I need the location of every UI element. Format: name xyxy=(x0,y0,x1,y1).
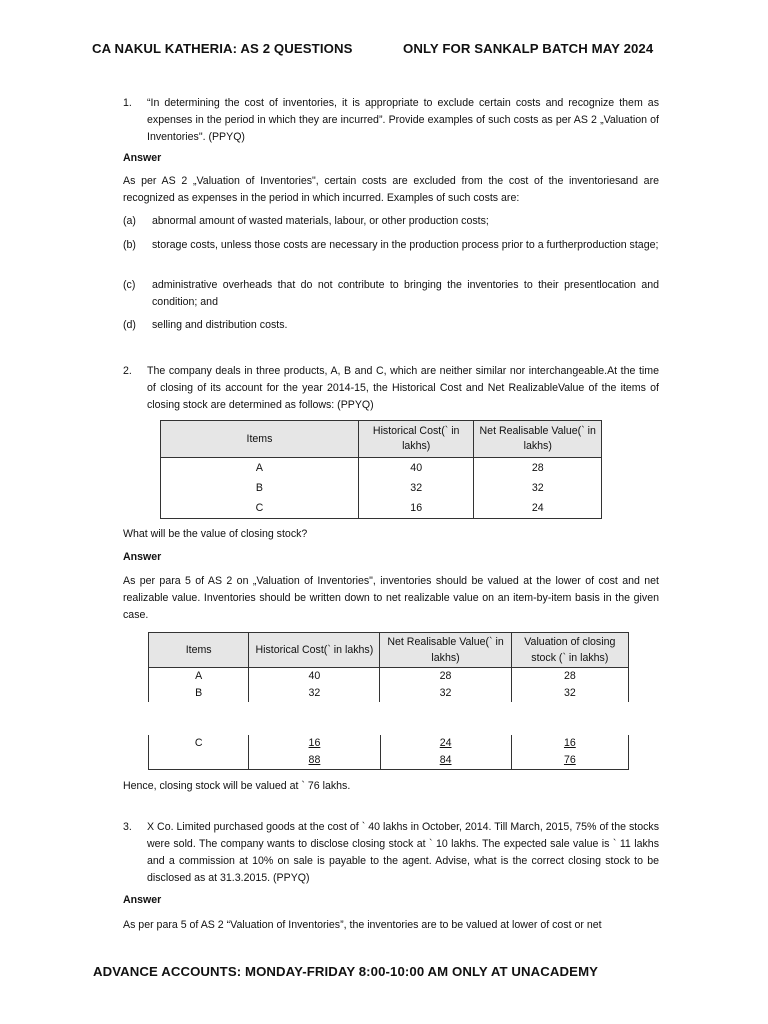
table-cell xyxy=(249,735,380,752)
table-cell: 16 xyxy=(358,498,474,519)
table-cell: B xyxy=(149,685,249,702)
table-header: Historical Cost(` in lakhs) xyxy=(358,421,474,458)
list-marker: (d) xyxy=(123,319,136,331)
table-cell: 28 xyxy=(474,458,602,479)
list-marker: (a) xyxy=(123,215,136,227)
table-cell: 32 xyxy=(474,478,602,498)
question-number: 3. xyxy=(123,821,132,833)
table-total-row xyxy=(149,752,629,770)
table-cell xyxy=(249,752,380,770)
table-cell: 40 xyxy=(249,668,380,686)
list-marker: (b) xyxy=(123,239,136,251)
table-cell: A xyxy=(149,668,249,686)
list-marker: (c) xyxy=(123,279,136,291)
table-cell-value: 24 xyxy=(439,737,452,749)
table-header: Valuation of closing stock (` in lakhs) xyxy=(511,633,628,668)
answer-intro: As per AS 2 „Valuation of Inventories", certain costs are excluded from the cost of the inventoriesand are recognized as expenses in the period in which incurred. Examples of such costs are: xyxy=(123,175,659,204)
table-cell xyxy=(380,735,511,752)
table-row xyxy=(161,498,602,519)
answer-text: As per para 5 of AS 2 on „Valuation of Inventories", inventories should be valued at the lower of cost and net realizable value. Inventories should be written down to net realizable value on an item-by-item basis in the given case. xyxy=(123,575,659,621)
table-cell xyxy=(511,735,628,752)
table-row xyxy=(161,458,602,479)
table-row xyxy=(149,735,629,752)
header-title: CA NAKUL KATHERIA: AS 2 QUESTIONS xyxy=(92,41,353,56)
table-cell: 32 xyxy=(249,685,380,702)
question-number: 1. xyxy=(123,97,132,109)
table-row xyxy=(149,668,629,686)
answer-label: Answer xyxy=(123,152,162,164)
page-header xyxy=(92,41,692,56)
total-value: 76 xyxy=(563,754,576,766)
table-cell-value: 16 xyxy=(563,737,576,749)
table-header: Items xyxy=(149,633,249,668)
table-header: Net Realisable Value(` in lakhs) xyxy=(380,633,511,668)
table-cell-value: 16 xyxy=(308,737,321,749)
table-cell: 40 xyxy=(358,458,474,479)
question-text: “In determining the cost of inventories, it is appropriate to exclude certain costs and recognize them as expenses in the period in which they are incurred”. Provide examples of such costs as per AS 2 „Valuation of Inventories". (PPYQ) xyxy=(147,97,659,143)
question-text: X Co. Limited purchased goods at the cost of ` 40 lakhs in October, 2014. Till March, 2015, 75% of the stocks were sold. The company wants to disclose closing stock at ` 10 lakhs. The expected sale value is ` 11 lakhs and a commission at 10% on sale is payable to the agent. Advise, what is the correct closing stock to be disclosed as at 31.3.2015. (PPYQ) xyxy=(147,821,659,884)
list-item-text: administrative overheads that do not contribute to bringing the inventories to their presentlocation and condition; and xyxy=(152,279,659,308)
table-cell: 32 xyxy=(380,685,511,702)
list-item-text: abnormal amount of wasted materials, labour, or other production costs; xyxy=(152,215,489,227)
answer-label: Answer xyxy=(123,894,162,906)
cost-nrv-table xyxy=(160,420,602,519)
question-prompt: What will be the value of closing stock? xyxy=(123,528,308,540)
table-row xyxy=(161,478,602,498)
table-cell xyxy=(511,752,628,770)
total-value: 88 xyxy=(308,754,321,766)
table-cell: C xyxy=(161,498,359,519)
table-cell: 32 xyxy=(358,478,474,498)
table-cell: 24 xyxy=(474,498,602,519)
question-number: 2. xyxy=(123,365,132,377)
valuation-table-continued xyxy=(148,735,629,770)
table-cell: 28 xyxy=(380,668,511,686)
table-cell: 28 xyxy=(511,668,628,686)
table-cell: B xyxy=(161,478,359,498)
question-text: The company deals in three products, A, B and C, which are neither similar nor interchangeable.At the time of closing of its account for the year 2014-15, the Historical Cost and Net RealizableValue of the items of closing stock are determined as follows: (PPYQ) xyxy=(147,365,659,411)
table-header: Net Realisable Value(` in lakhs) xyxy=(474,421,602,458)
total-value: 84 xyxy=(439,754,452,766)
page-footer: ADVANCE ACCOUNTS: MONDAY-FRIDAY 8:00-10:00 AM ONLY AT UNACADEMY xyxy=(93,964,599,979)
answer-label: Answer xyxy=(123,551,162,563)
header-batch: ONLY FOR SANKALP BATCH MAY 2024 xyxy=(403,41,654,56)
table-header: Items xyxy=(161,421,359,458)
table-cell xyxy=(380,752,511,770)
conclusion-text: Hence, closing stock will be valued at ` 76 lakhs. xyxy=(123,780,351,792)
table-row xyxy=(149,685,629,702)
table-cell: 32 xyxy=(511,685,628,702)
valuation-table xyxy=(148,632,629,702)
list-item-text: selling and distribution costs. xyxy=(152,319,288,331)
table-cell: A xyxy=(161,458,359,479)
list-item-text: storage costs, unless those costs are necessary in the production process prior to a furtherproduction stage; xyxy=(152,239,659,251)
table-header: Historical Cost(` in lakhs) xyxy=(249,633,380,668)
table-cell xyxy=(149,752,249,770)
answer-text: As per para 5 of AS 2 “Valuation of Inventories”, the inventories are to be valued at lower of cost or net xyxy=(123,919,602,931)
table-cell: C xyxy=(149,735,249,752)
